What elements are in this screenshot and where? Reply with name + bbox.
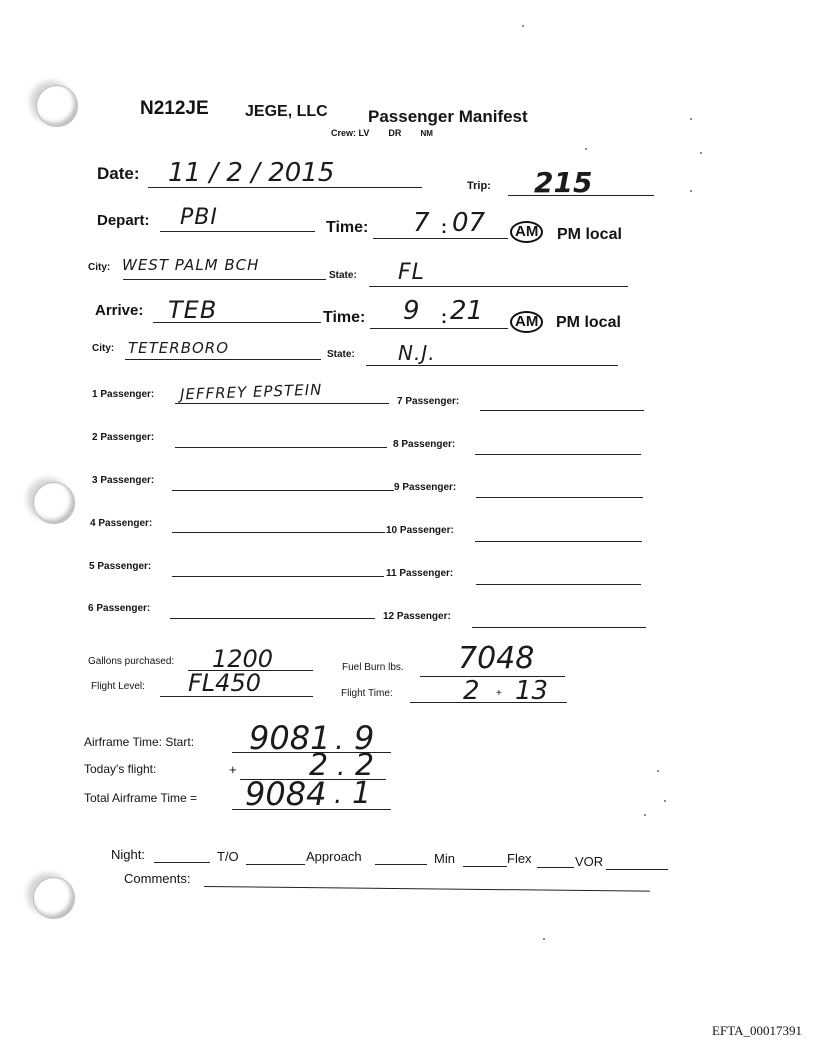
arrive-time-line [370, 328, 508, 329]
todays-flight-dot: . [337, 752, 346, 782]
depart-city-line [123, 279, 326, 280]
arrive-state-label: State: [327, 349, 355, 360]
min-line [463, 866, 507, 867]
passenger-4-label: 4 Passenger: [90, 518, 153, 529]
takeoff-label: T/O [217, 849, 239, 864]
passenger-6-line [170, 618, 375, 619]
form-title: Passenger Manifest [368, 107, 528, 126]
scan-speck [543, 938, 545, 940]
scan-speck [644, 814, 646, 816]
punch-hole-bottom [33, 877, 75, 919]
scan-speck [585, 148, 587, 150]
passenger-2-line [175, 447, 387, 448]
document-id: EFTA_00017391 [712, 1023, 802, 1038]
vor-line [606, 869, 668, 870]
crew-label: Crew: [331, 128, 357, 138]
passenger-8-line [475, 454, 641, 455]
passenger-2-label: 2 Passenger: [92, 432, 155, 443]
passenger-12-label: 12 Passenger: [383, 611, 451, 622]
total-airframe-whole: 9084 [245, 775, 327, 813]
scan-speck [657, 770, 659, 772]
arrive-city-value: TETERBORO [128, 339, 230, 357]
trip-label: Trip: [467, 180, 491, 192]
date-label: Date: [97, 164, 140, 183]
arrive-state-line [366, 365, 618, 366]
takeoff-line [246, 864, 305, 865]
passenger-5-line [172, 576, 384, 577]
passenger-1-name: JEFFREY EPSTEIN [179, 380, 323, 404]
passenger-7-label: 7 Passenger: [397, 396, 460, 407]
todays-flight-whole: 2 [309, 748, 329, 783]
tail-number: N212JE [140, 98, 209, 119]
arrive-time-sep: : [441, 307, 447, 327]
passenger-5-label: 5 Passenger: [89, 561, 152, 572]
gallons-label: Gallons purchased: [88, 656, 175, 667]
passenger-1-line [175, 403, 389, 404]
depart-value: PBI [180, 205, 218, 230]
crew-member: NM [420, 129, 433, 138]
flight-time-plus: + [496, 688, 502, 699]
depart-city-label: City: [88, 262, 111, 273]
total-airframe-dot: . [334, 780, 343, 810]
arrive-city-line [125, 359, 321, 360]
depart-minute: 07 [452, 208, 486, 238]
approach-label: Approach [306, 849, 362, 864]
airframe-start-whole: 9081 [249, 719, 331, 757]
comments-label: Comments: [124, 871, 191, 886]
passenger-10-line [475, 541, 642, 542]
crew-member: LV [358, 128, 370, 138]
depart-state-label: State: [329, 270, 357, 281]
passenger-1-label: 1 Passenger: [92, 389, 155, 400]
todays-flight-decimal: 2 [355, 748, 375, 783]
airframe-start-label: Airframe Time: Start: [84, 735, 195, 749]
arrive-hour: 9 [403, 296, 420, 326]
fuel-burn-value: 7048 [458, 641, 535, 676]
flight-time-hours: 2 [463, 676, 480, 706]
depart-time-line [373, 238, 508, 239]
airframe-start-dot: . [335, 723, 344, 756]
punch-hole-middle [33, 482, 75, 524]
arrive-pm-local: PM local [556, 314, 621, 331]
flight-level-label: Flight Level: [91, 681, 145, 692]
arrive-value: TEB [168, 296, 218, 324]
passenger-12-line [472, 627, 646, 628]
todays-flight-label: Today's flight: [84, 762, 157, 776]
depart-am-circled: AM [510, 221, 543, 243]
trip-value: 215 [534, 166, 593, 199]
scan-speck [690, 190, 692, 192]
min-label: Min [434, 851, 455, 866]
crew-line [331, 128, 433, 138]
depart-time-sep: : [441, 217, 447, 237]
depart-city-value: WEST PALM BCH [122, 256, 260, 274]
scan-speck [700, 152, 702, 154]
todays-flight-plus: + [229, 762, 237, 777]
crew-member: DR [388, 128, 402, 138]
passenger-11-line [476, 584, 641, 585]
depart-line [160, 231, 315, 232]
flex-line [537, 867, 574, 868]
flight-time-minutes: 13 [515, 676, 549, 706]
airframe-start-decimal: 9 [354, 719, 375, 757]
passenger-4-line [172, 532, 385, 533]
arrive-am-circled: AM [510, 311, 543, 333]
flex-label: Flex [507, 851, 532, 866]
gallons-value: 1200 [212, 645, 274, 673]
vor-label: VOR [575, 854, 604, 869]
passenger-9-line [476, 497, 643, 498]
fuel-burn-label: Fuel Burn lbs. [342, 662, 404, 673]
approach-line [375, 864, 427, 865]
depart-state-line [369, 286, 628, 287]
passenger-6-label: 6 Passenger: [88, 603, 151, 614]
passenger-11-label: 11 Passenger: [386, 568, 454, 579]
date-value: 11 / 2 / 2015 [168, 158, 335, 188]
passenger-8-label: 8 Passenger: [393, 439, 456, 450]
arrive-city-label: City: [92, 343, 115, 354]
total-airframe-decimal: 1 [352, 776, 372, 811]
night-label: Night: [111, 847, 145, 862]
depart-label: Depart: [97, 212, 150, 229]
scan-speck [690, 118, 692, 120]
night-line [154, 862, 210, 863]
punch-hole-top [36, 85, 78, 127]
depart-pm-local: PM local [557, 226, 622, 243]
arrive-minute: 21 [450, 296, 484, 326]
scan-speck [664, 800, 666, 802]
passenger-7-line [480, 410, 644, 411]
flight-time-label: Flight Time: [341, 688, 393, 699]
comments-line [204, 886, 650, 892]
passenger-10-label: 10 Passenger: [386, 525, 454, 536]
company-name: JEGE, LLC [245, 103, 328, 120]
arrive-time-label: Time: [323, 309, 366, 326]
passenger-3-label: 3 Passenger: [92, 475, 155, 486]
depart-time-label: Time: [326, 219, 369, 236]
passenger-3-line [172, 490, 394, 491]
depart-hour: 7 [413, 208, 430, 238]
depart-state-value: FL [398, 260, 425, 285]
passenger-9-label: 9 Passenger: [394, 482, 457, 493]
flight-level-value: FL450 [188, 669, 261, 697]
scan-speck [522, 25, 524, 27]
total-airframe-label: Total Airframe Time = [84, 791, 198, 805]
arrive-state-value: N.J. [398, 341, 436, 365]
arrive-label: Arrive: [95, 302, 144, 319]
